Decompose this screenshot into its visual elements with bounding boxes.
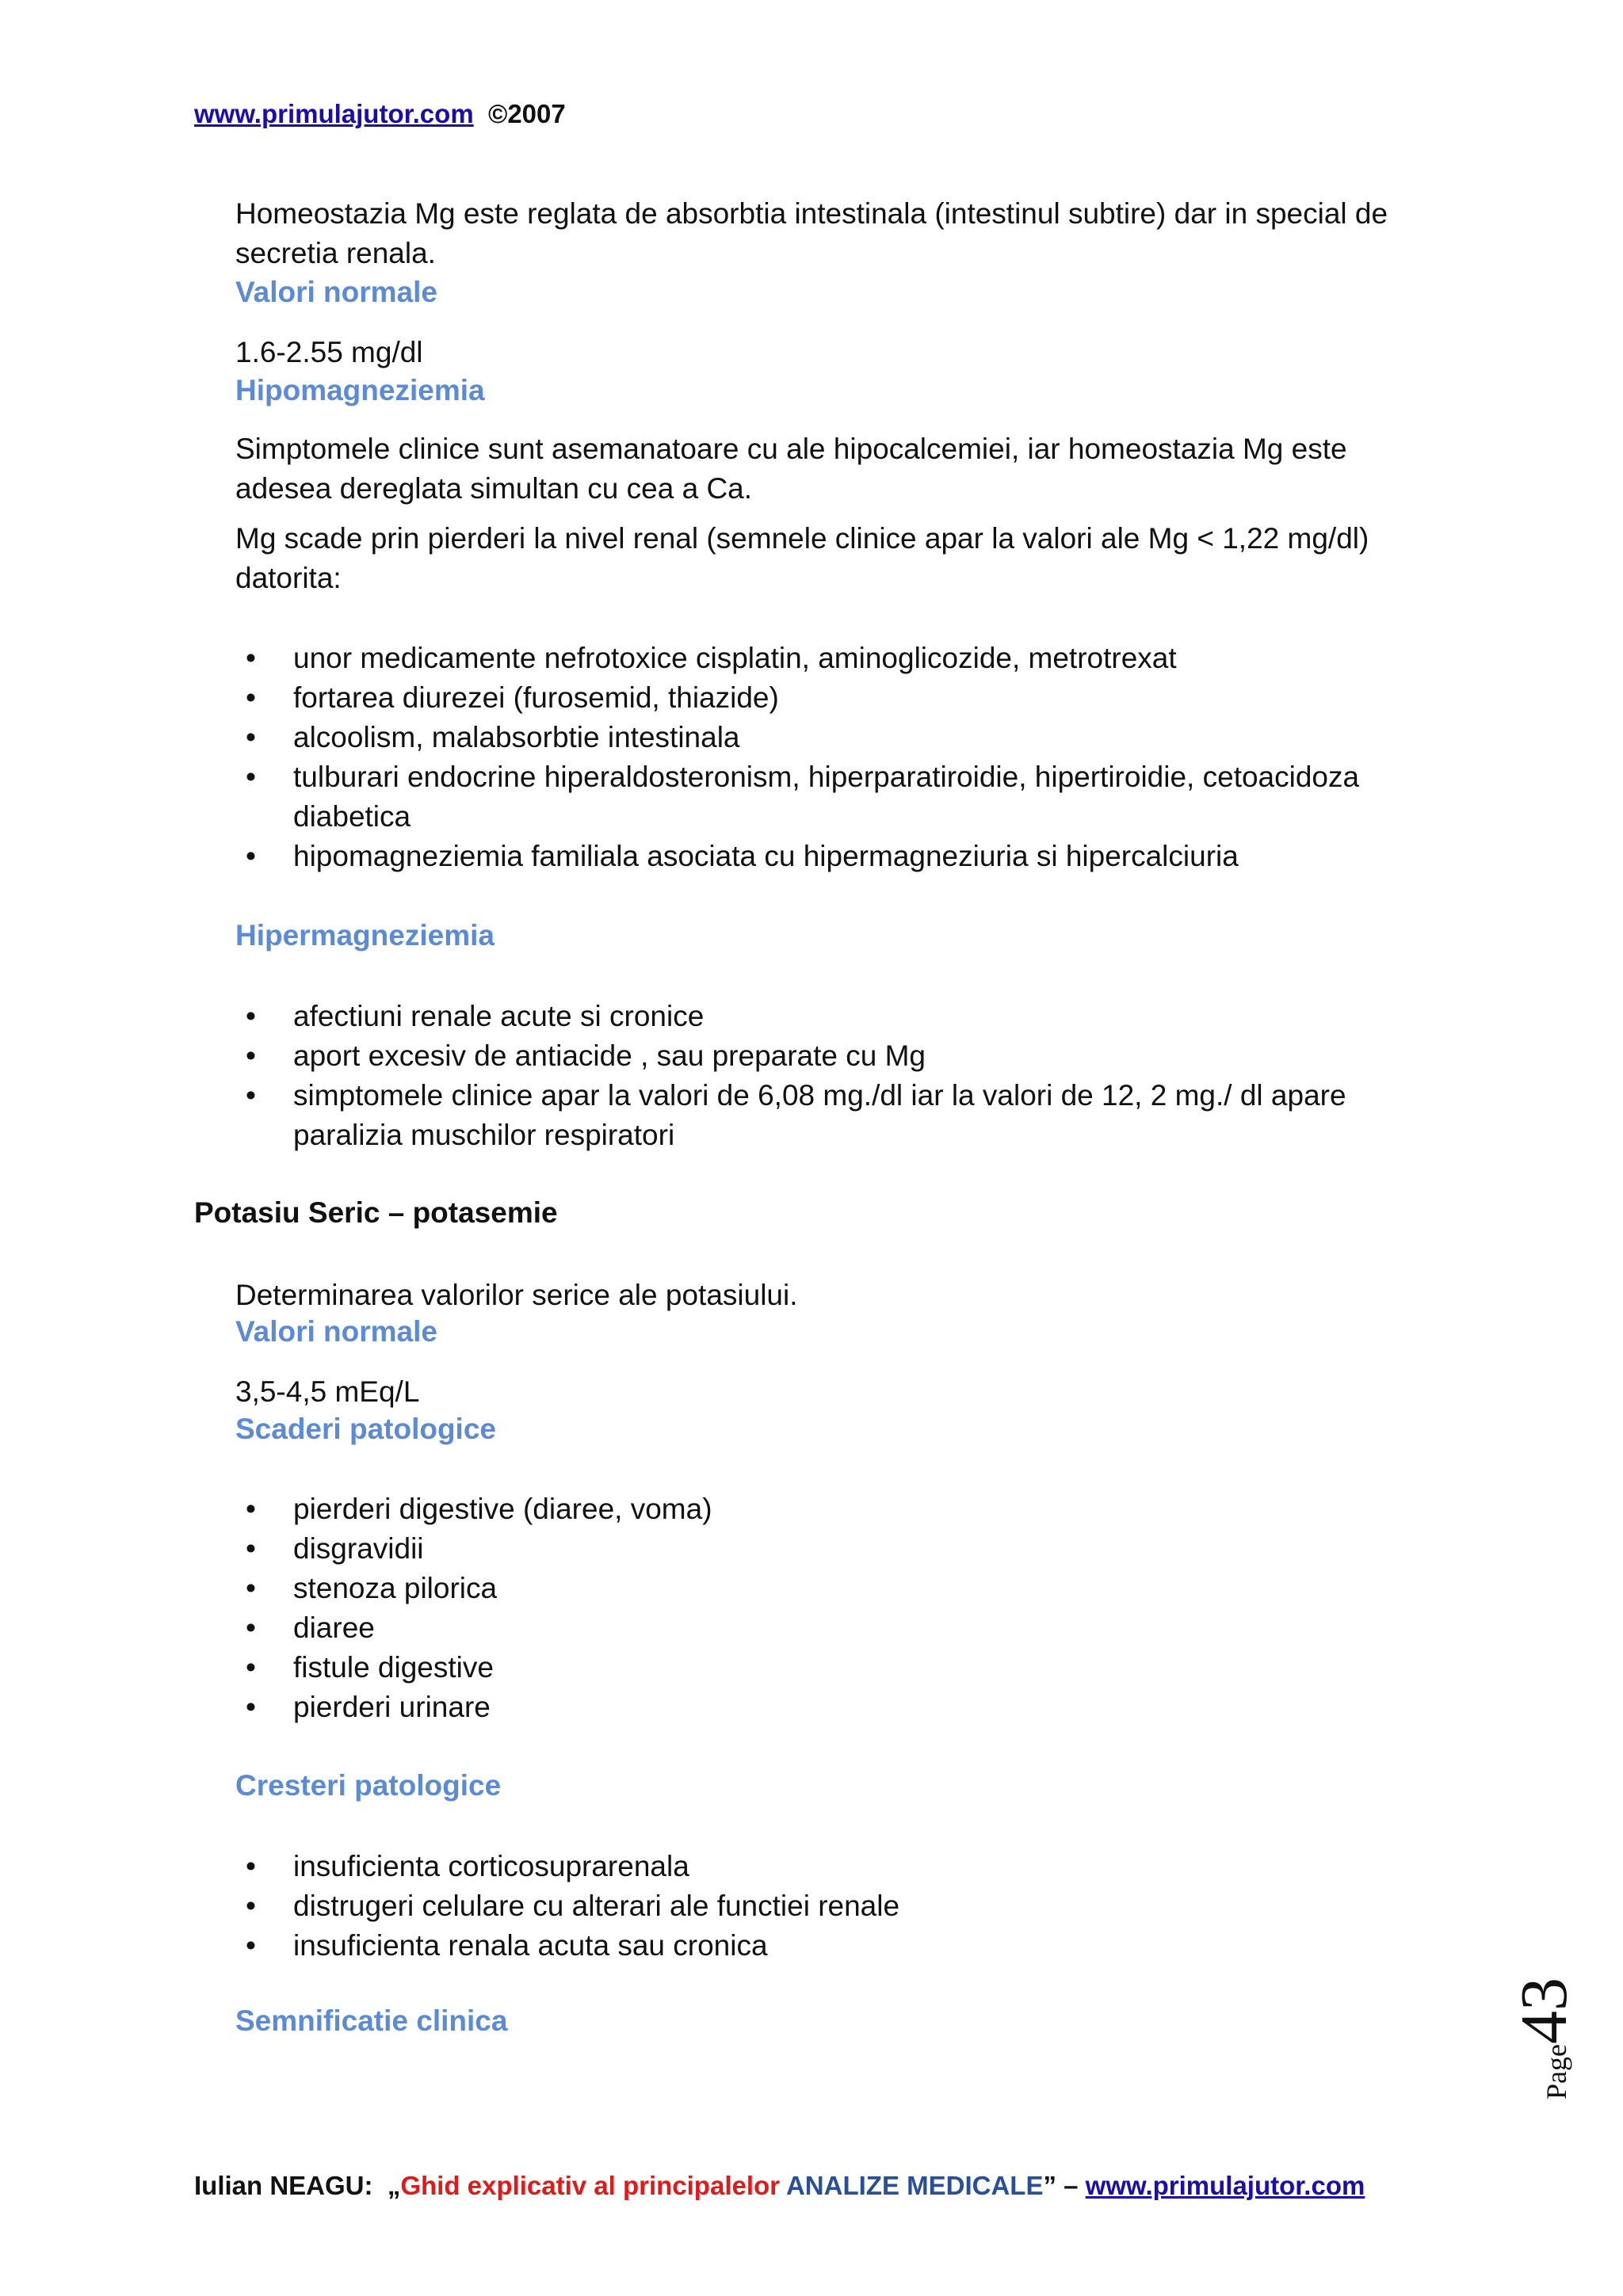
page-header — [194, 99, 566, 129]
list-item: • fistule digestive — [246, 1651, 494, 1684]
list-item: • simptomele clinice apar la valori de 6,08 mg./dl iar la valori de 12, 2 mg./ dl apare paralizia muschilor respiratori — [246, 1079, 1346, 1151]
list-item: • diaree — [246, 1611, 375, 1644]
list-item: • insuficienta corticosuprarenala — [246, 1850, 689, 1882]
list-item: • alcoolism, malabsorbtie intestinala — [246, 721, 740, 753]
list-item: • aport excesiv de antiacide , sau preparate cu Mg — [246, 1039, 926, 1072]
footer-author: Iulian NEAGU: — [194, 2171, 373, 2200]
header-copyright: ©2007 — [488, 99, 566, 128]
page-number — [1506, 1973, 1581, 2100]
mg-hypo-heading: Hipomagneziemia — [235, 374, 485, 406]
mg-hyper-list — [235, 997, 1440, 1155]
k-increase-list — [235, 1847, 1440, 1966]
k-clinical-heading: Semnificatie clinica — [235, 2004, 508, 2037]
list-item: • insuficienta renala acuta sau cronica — [246, 1929, 768, 1962]
list-item: • pierderi urinare — [246, 1691, 491, 1723]
footer-site-link[interactable]: www.primulajutor.com — [1085, 2171, 1365, 2200]
k-normal-heading: Valori normale — [235, 1315, 437, 1348]
k-decrease-list — [235, 1489, 1440, 1727]
list-item: • afectiuni renale acute si cronice — [246, 1000, 705, 1032]
footer-title-red: Ghid explicativ al principalelor — [400, 2171, 781, 2200]
mg-hyper-heading: Hipermagneziemia — [235, 919, 495, 952]
footer-title-blue: ANALIZE MEDICALE — [785, 2171, 1044, 2200]
potassium-title: Potasiu Seric – potasemie — [194, 1196, 558, 1229]
page-footer — [194, 2171, 1365, 2201]
k-increase-heading: Cresteri patologice — [235, 1769, 502, 1802]
list-item: • hipomagneziemia familiala asociata cu hipermagneziuria si hipercalciuria — [246, 840, 1239, 872]
k-intro: Determinarea valorilor serice ale potasiului. — [235, 1279, 798, 1311]
list-item: • fortarea diurezei (furosemid, thiazide) — [246, 681, 779, 714]
list-item: • distrugeri celulare cu alterari ale functiei renale — [246, 1890, 900, 1922]
footer-quote-open: „ — [387, 2171, 401, 2200]
list-item: • unor medicamente nefrotoxice cisplatin, aminoglicozide, metrotrexat — [246, 642, 1177, 674]
page-number-word: Page — [1541, 2044, 1572, 2100]
footer-quote-close: ” – — [1043, 2171, 1079, 2200]
k-normal-value: 3,5-4,5 mEq/L — [235, 1375, 420, 1408]
page-number-value: 43 — [1507, 1978, 1581, 2045]
list-item: • tulburari endocrine hiperaldosteronism, hiperparatiroidie, hipertiroidie, cetoacidoza diabetica — [246, 761, 1360, 833]
mg-hypo-list — [235, 639, 1440, 876]
mg-hypo-p2: Mg scade prin pierderi la nivel renal (semnele clinice apar la valori ale Mg < 1,22 mg/dl) datorita: — [235, 522, 1369, 594]
header-site-link[interactable]: www.primulajutor.com — [194, 99, 474, 128]
k-decrease-heading: Scaderi patologice — [235, 1413, 496, 1445]
list-item: • pierderi digestive (diaree, voma) — [246, 1493, 712, 1525]
list-item: • stenoza pilorica — [246, 1572, 498, 1604]
mg-normal-value: 1.6-2.55 mg/dl — [235, 336, 423, 368]
list-item: • disgravidii — [246, 1532, 424, 1565]
mg-normal-heading: Valori normale — [235, 276, 437, 308]
mg-hypo-p1: Simptomele clinice sunt asemanatoare cu ale hipocalcemiei, iar homeostazia Mg este adesea dereglata simultan cu cea a Ca. — [235, 433, 1347, 505]
mg-intro: Homeostazia Mg este reglata de absorbtia intestinala (intestinul subtire) dar in special de secretia renala. — [235, 197, 1388, 269]
